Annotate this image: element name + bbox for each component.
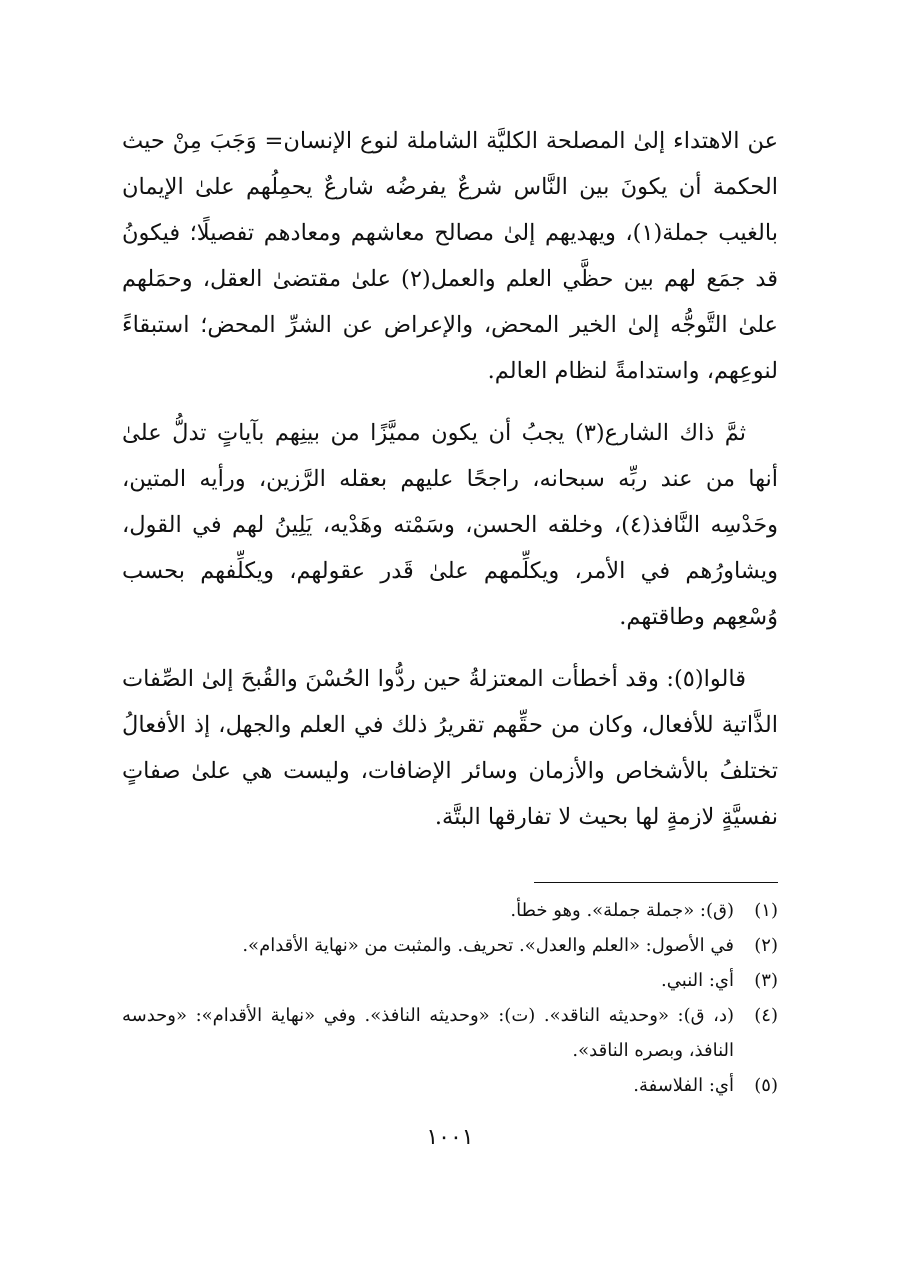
footnote-marker: (١) (754, 900, 778, 921)
footnote-marker: (٥) (754, 1075, 778, 1096)
footnote-text: (د، ق): «وحديثه الناقد». (ت): «وحديثه النافذ». وفي «نهاية الأقدام»: «وحدسه النافذ، وبصره الناقد». (122, 1005, 734, 1061)
main-text (122, 118, 778, 856)
page-number: ١٠٠١ (426, 1125, 474, 1150)
footnote-separator (534, 882, 778, 883)
paragraph-3: قالوا(٥): وقد أخطأت المعتزلةُ حين ردُّوا الحُسْنَ والقُبحَ إلىٰ الصِّفات الذَّاتية للأفعال، وكان من حقِّهم تقريرُ ذلك في العلم والجهل، إذ الأفعالُ تختلفُ بالأشخاص والأزمان وسائر الإضافات، وليست هي علىٰ صفاتٍ نفسيَّةٍ لازمةٍ لها بحيث لا تفارقها البتَّة. (122, 666, 778, 830)
paragraph-1: عن الاهتداء إلىٰ المصلحة الكليَّة الشاملة لنوع الإنسان= وَجَبَ مِنْ حيث الحكمة أن يكونَ بين النَّاس شرعٌ يفرضُه شارعٌ يحمِلُهم علىٰ الإيمان بالغيب جملة(١)، ويهديهم إلىٰ مصالح معاشهم ومعادهم تفصيلًا؛ فيكونُ قد جمَع لهم بين حظَّي العلم والعمل(٢) علىٰ مقتضىٰ العقل، وحمَلهم علىٰ التَّوجُّه إلىٰ الخير المحض، والإعراض عن الشرِّ المحض؛ استبقاءً لنوعِهم، واستدامةً لنظام العالم. (122, 128, 778, 384)
footnote-marker: (٢) (754, 935, 778, 956)
footnote-text: أي: النبي. (661, 970, 734, 991)
footnotes (122, 893, 778, 1103)
footnote-text: (ق): «جملة جملة». وهو خطأ. (510, 900, 734, 921)
footnote-marker: (٤) (754, 1005, 778, 1026)
footnote-5 (122, 1068, 778, 1103)
paragraph-2: ثمَّ ذاك الشارع(٣) يجبُ أن يكون مميَّزًا من بينِهم بآياتٍ تدلُّ علىٰ أنها من عند ربِّه سبحانه، راجحًا عليهم بعقله الرَّزين، ورأيه المتين، وحَدْسِه النَّافذ(٤)، وخلقه الحسن، وسَمْته وهَدْيه، يَلِينُ لهم في القول، ويشاورُهم في الأمر، ويكلِّمهم علىٰ قَدر عقولهم، ويكلِّفهم بحسب وُسْعِهم وطاقتهم. (122, 420, 778, 630)
footnote-text: أي: الفلاسفة. (633, 1075, 734, 1096)
footnote-text: في الأصول: «العلم والعدل». تحريف. والمثبت من «نهاية الأقدام». (242, 935, 734, 956)
footnote-2 (122, 928, 778, 963)
footnote-3 (122, 963, 778, 998)
footnote-1 (122, 893, 778, 928)
footnote-marker: (٣) (754, 970, 778, 991)
footnote-4 (122, 998, 778, 1068)
